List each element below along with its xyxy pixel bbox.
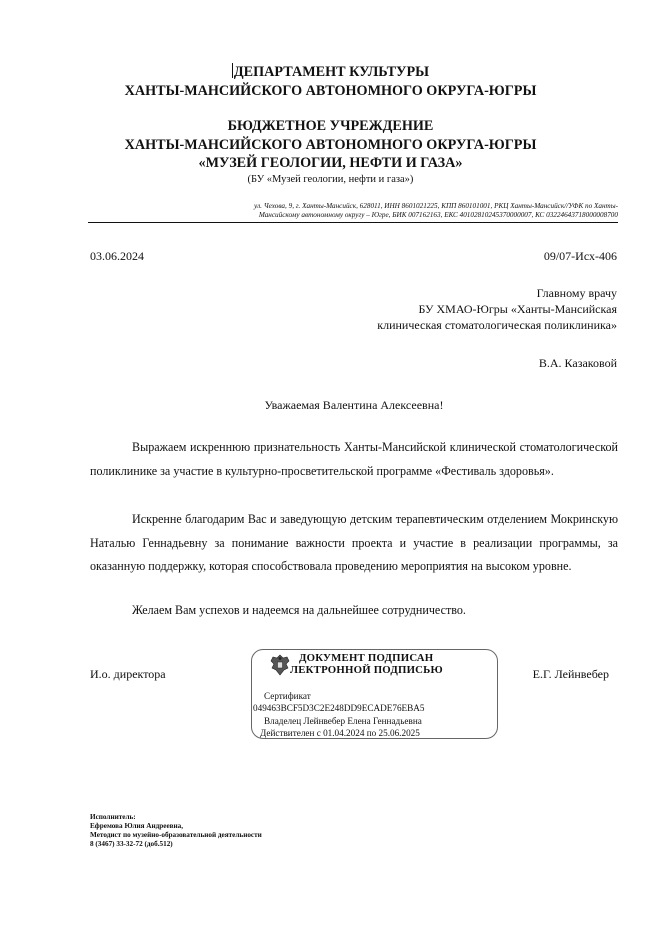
stamp-cert-label: Сертификат bbox=[264, 691, 311, 701]
stamp-title-line-2: ЛЕКТРОННОЙ ПОДПИСЬЮ bbox=[290, 664, 443, 676]
body-paragraph-2: Искренне благодарим Вас и заведующую детским терапевтическим отделением Мокринскую Наталью Геннадьевну за понимание важности проекта и участие в реализации программы, за оказанную поддержку, которая способствовала проведению мероприятия на высоком уровне. bbox=[90, 512, 618, 573]
institution-line-2: ХАНТЫ-МАНСИЙСКОГО АВТОНОМНОГО ОКРУГА-ЮГРЫ bbox=[124, 137, 537, 153]
department-line-2: ХАНТЫ-МАНСИЙСКОГО АВТОНОМНОГО ОКРУГА-ЮГРЫ bbox=[124, 83, 537, 99]
executor-position: Методист по музейно-образовательной деятельности bbox=[90, 831, 262, 839]
signer-name: Е.Г. Лейнвебер bbox=[532, 667, 609, 681]
coat-of-arms-icon bbox=[268, 653, 292, 677]
address-line-1: ул. Чехова, 9, г. Ханты-Мансийск, 628011, ИНН 8601021225, КПП 860101001, РКЦ Ханты-Мансийск//УФК по Ханты- bbox=[253, 202, 618, 210]
addressee-line-3: клиническая стоматологическая поликлиника» bbox=[377, 318, 617, 332]
executor-phone: 8 (3467) 33-32-72 (доб.512) bbox=[90, 840, 173, 848]
institution-short-name: (БУ «Музей геологии, нефти и газа») bbox=[247, 174, 414, 185]
institution-line-1: БЮДЖЕТНОЕ УЧРЕЖДЕНИЕ bbox=[227, 118, 434, 134]
document-number: 09/07-Исх-406 bbox=[543, 249, 617, 263]
institution-line-3: «МУЗЕЙ ГЕОЛОГИИ, НЕФТИ И ГАЗА» bbox=[198, 155, 463, 171]
addressee-line-1: Главному врачу bbox=[536, 286, 617, 300]
department-line-1: ДЕПАРТАМЕНТ КУЛЬТУРЫ bbox=[233, 64, 430, 80]
stamp-owner: Владелец Лейнвебер Елена Геннадьевна bbox=[264, 716, 422, 726]
stamp-cert-number: 049463BCF5D3C2E248DD9ECADE76EBA5 bbox=[253, 703, 425, 713]
document-date: 03.06.2024 bbox=[90, 249, 144, 263]
executor-name: Ефремова Юлия Андреевна, bbox=[90, 822, 184, 830]
body-paragraph-3: Желаем Вам успехов и надеемся на дальнейшее сотрудничество. bbox=[132, 603, 466, 617]
stamp-title-line-1: ДОКУМЕНТ ПОДПИСАН bbox=[299, 652, 434, 664]
header-divider bbox=[88, 222, 618, 223]
department-title bbox=[0, 63, 661, 81]
signer-position: И.о. директора bbox=[90, 667, 166, 681]
body-paragraph-1: Выражаем искреннюю признательность Ханты-Мансийской клинической стоматологической поликлинике за участие в культурно-просветительской программе «Фестиваль здоровья». bbox=[90, 440, 618, 478]
executor-label: Исполнитель: bbox=[90, 813, 136, 821]
text-cursor bbox=[232, 63, 233, 78]
salutation: Уважаемая Валентина Алексеевна! bbox=[264, 398, 444, 412]
stamp-validity: Действителен с 01.04.2024 по 25.06.2025 bbox=[260, 728, 420, 738]
address-line-2: Мансийскому автономному округу – Югре, БИК 007162163, ЕКС 40102810245370000007, КС 03224643718000008700 bbox=[258, 211, 618, 219]
addressee-line-2: БУ ХМАО-Югры «Ханты-Мансийская bbox=[418, 302, 617, 316]
addressee-name: В.А. Казаковой bbox=[538, 356, 617, 370]
